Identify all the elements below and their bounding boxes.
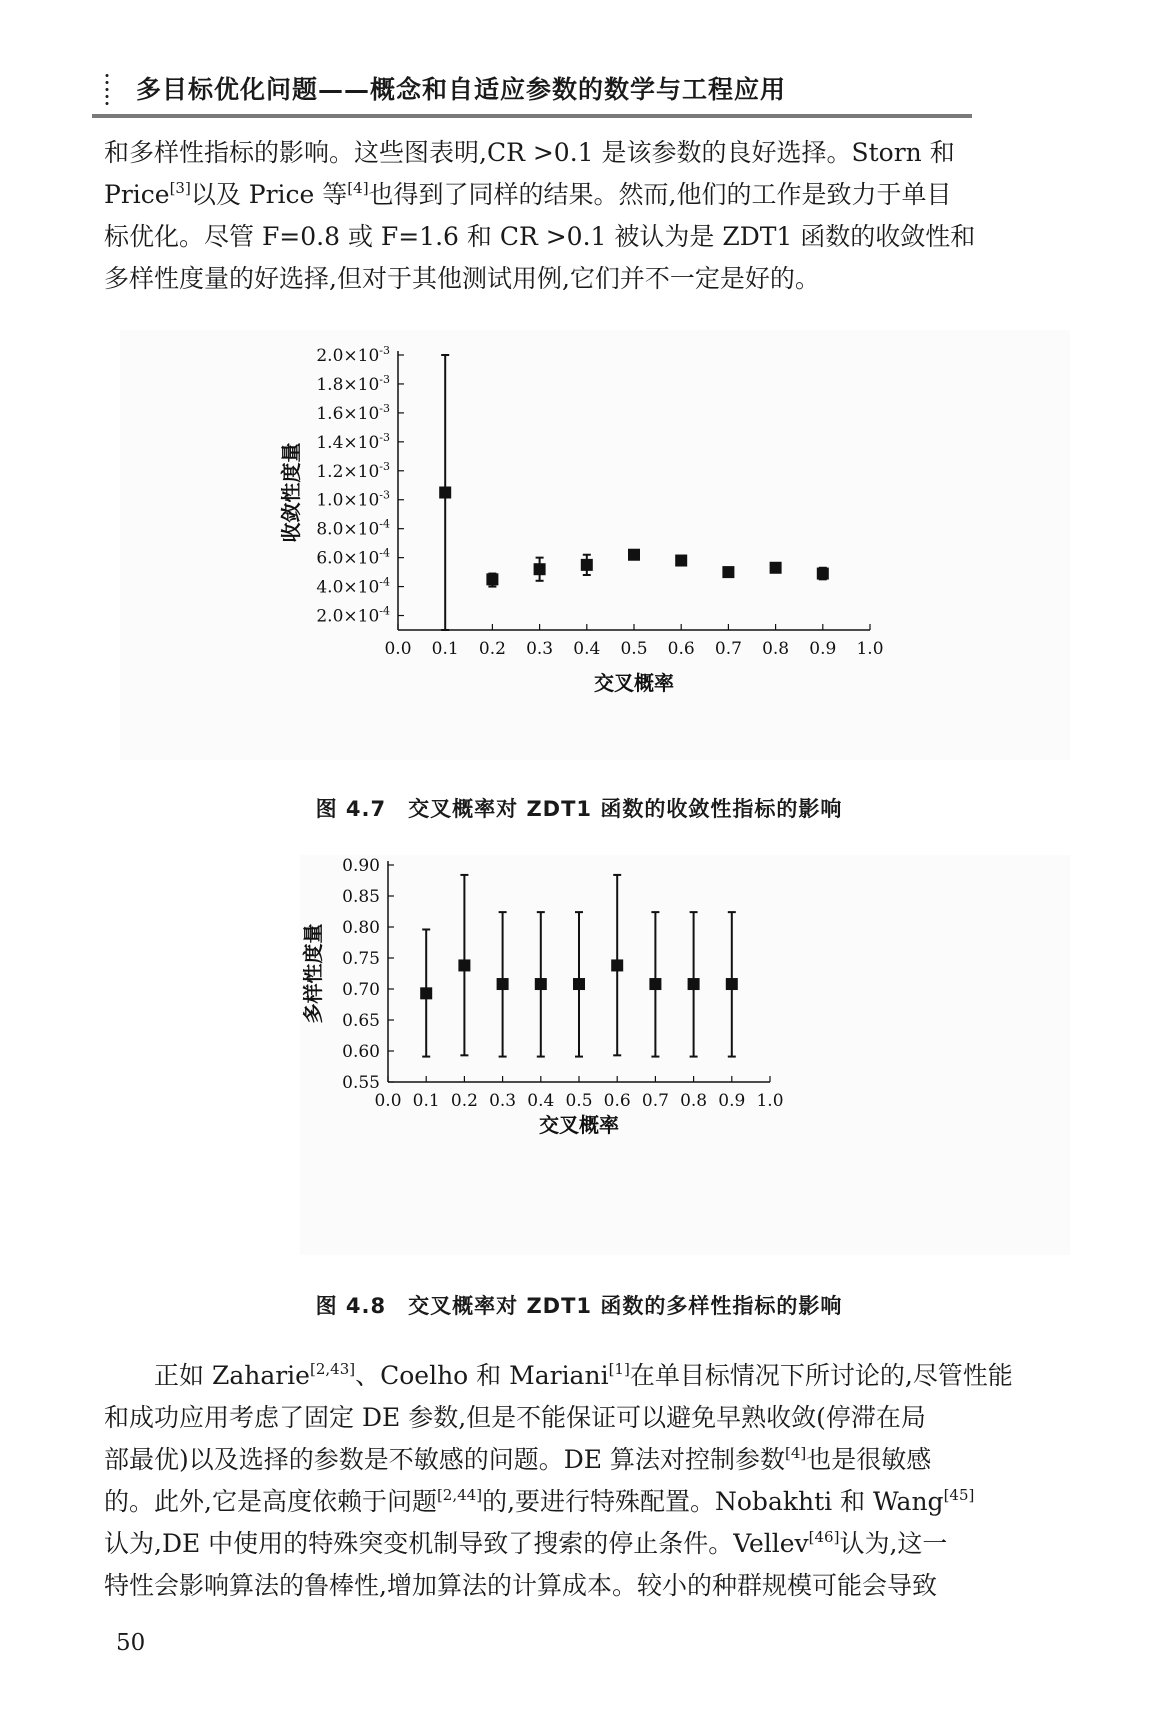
citation-ref: [4] — [785, 1444, 807, 1462]
x-tick-label: 0.8 — [762, 639, 790, 659]
paragraph-top-line: 标优化。尽管 F=0.8 或 F=1.6 和 CR >0.1 被认为是 ZDT1 函数的收敛性和 — [104, 222, 976, 251]
x-tick-label: 0.7 — [714, 639, 742, 659]
running-header — [92, 62, 972, 118]
data-point-group — [486, 573, 498, 586]
x-tick-label: 0.9 — [809, 639, 837, 659]
x-tick-label: 1.0 — [856, 639, 884, 659]
y-tick-label: $2.0\times 10^{-4}$ — [316, 604, 390, 627]
data-point-marker — [688, 978, 700, 990]
x-tick-label: 0.1 — [412, 1091, 440, 1111]
x-axis-title: 交叉概率 — [539, 1113, 619, 1137]
figure-4-8-caption: 图 4.8 交叉概率对 ZDT1 函数的多样性指标的影响 — [315, 1294, 843, 1318]
data-point-marker — [439, 487, 451, 499]
data-point-marker — [497, 978, 509, 990]
paragraph-top — [104, 132, 1094, 300]
citation-ref: [45] — [943, 1486, 975, 1504]
data-point-group — [688, 912, 700, 1056]
x-tick-label: 0.0 — [374, 1091, 402, 1111]
x-tick-label: 0.4 — [573, 639, 601, 659]
x-tick-label: 0.2 — [450, 1091, 478, 1111]
x-tick-label: 0.0 — [384, 639, 412, 659]
y-tick-label: 0.60 — [342, 1042, 380, 1062]
figure-4-7 — [120, 330, 1070, 760]
diversity-chart — [300, 855, 1070, 1255]
paragraph-bottom-line: 认为,DE 中使用的特殊突变机制导致了搜索的停止条件。Vellev[46]认为,这一 — [104, 1528, 948, 1558]
page-number: 50 — [116, 1630, 146, 1656]
data-point-group — [628, 549, 640, 561]
figure-4-8 — [300, 855, 1070, 1255]
x-tick-label: 0.3 — [489, 1091, 517, 1111]
data-point-group — [675, 555, 687, 567]
data-point-group — [573, 912, 585, 1056]
paragraph-bottom-line: 特性会影响算法的鲁棒性,增加算法的计算成本。较小的种群规模可能会导致 — [104, 1571, 937, 1600]
x-tick-label: 0.3 — [526, 639, 554, 659]
x-tick-label: 0.4 — [527, 1091, 555, 1111]
data-point-group — [535, 912, 547, 1056]
y-axis-title: 多样性度量 — [301, 923, 325, 1024]
data-point-marker — [726, 978, 738, 990]
data-point-group — [497, 912, 509, 1056]
data-point-marker — [611, 959, 623, 971]
x-tick-label: 0.5 — [620, 639, 648, 659]
data-point-group — [770, 562, 782, 574]
y-tick-label: 0.70 — [342, 980, 380, 1000]
y-tick-label: $4.0\times 10^{-4}$ — [316, 575, 390, 598]
data-point-group — [722, 566, 734, 578]
x-axis-title: 交叉概率 — [594, 671, 674, 695]
data-point-marker — [722, 566, 734, 578]
y-tick-label: $1.8\times 10^{-3}$ — [316, 372, 390, 395]
x-tick-label: 0.1 — [431, 639, 459, 659]
y-tick-label: $2.0\times 10^{-3}$ — [316, 344, 390, 366]
citation-ref: [1] — [608, 1360, 630, 1378]
citation-ref: [4] — [347, 179, 369, 197]
x-tick-label: 1.0 — [756, 1091, 784, 1111]
x-tick-label: 0.6 — [667, 639, 695, 659]
x-tick-label: 0.6 — [603, 1091, 631, 1111]
header-dots-decoration — [104, 72, 110, 108]
paragraph-bottom-line: 和成功应用考虑了固定 DE 参数,但是不能保证可以避免早熟收敛(停滞在局 — [104, 1403, 926, 1432]
x-tick-label: 0.8 — [680, 1091, 708, 1111]
paragraph-bottom-line: 部最优)以及选择的参数是不敏感的问题。DE 算法对控制参数[4]也是很敏感 — [104, 1444, 932, 1474]
y-tick-label: $1.0\times 10^{-3}$ — [316, 488, 390, 511]
data-point-marker — [649, 978, 661, 990]
citation-ref: [3] — [169, 179, 191, 197]
data-point-marker — [675, 555, 687, 567]
paragraph-bottom-line: 的。此外,它是高度依赖于问题[2,44]的,要进行特殊配置。Nobakhti 和 Wang[45] — [104, 1486, 975, 1516]
data-point-group — [439, 355, 451, 630]
data-point-marker — [534, 563, 546, 575]
citation-ref: [2,44] — [436, 1486, 483, 1504]
data-point-marker — [770, 562, 782, 574]
header-title: 多目标优化问题——概念和自适应参数的数学与工程应用 — [136, 75, 787, 104]
y-tick-label: $1.2\times 10^{-3}$ — [316, 459, 390, 482]
citation-ref: [2,43] — [309, 1360, 356, 1378]
x-tick-label: 0.9 — [718, 1091, 746, 1111]
y-tick-label: 0.75 — [342, 949, 380, 969]
data-point-marker — [581, 559, 593, 571]
convergence-chart — [120, 330, 1070, 760]
data-point-marker — [817, 568, 829, 580]
data-point-marker — [573, 978, 585, 990]
data-point-group — [581, 555, 593, 575]
y-tick-label: $8.0\times 10^{-4}$ — [316, 517, 390, 540]
data-point-group — [420, 929, 432, 1056]
data-point-marker — [458, 959, 470, 971]
paragraph-bottom-line: 正如 Zaharie[2,43]、Coelho 和 Mariani[1]在单目标情况下所讨论的,尽管性能 — [154, 1360, 1013, 1390]
y-tick-label: 0.80 — [342, 918, 380, 938]
paragraph-bottom — [104, 1355, 1094, 1607]
data-point-group — [611, 875, 623, 1055]
data-point-group — [817, 568, 829, 580]
paragraph-top-line: 多样性度量的好选择,但对于其他测试用例,它们并不一定是好的。 — [104, 264, 820, 293]
data-point-marker — [420, 987, 432, 999]
data-point-marker — [628, 549, 640, 561]
citation-ref: [46] — [808, 1528, 840, 1546]
y-tick-label: $6.0\times 10^{-4}$ — [316, 546, 390, 569]
paragraph-top-line: 和多样性指标的影响。这些图表明,CR >0.1 是该参数的良好选择。Storn 和 — [104, 138, 955, 167]
data-point-group — [534, 558, 546, 581]
y-axis-title: 收敛性度量 — [279, 442, 303, 543]
x-tick-label: 0.2 — [478, 639, 506, 659]
data-point-marker — [535, 978, 547, 990]
paragraph-top-line: Price[3]以及 Price 等[4]也得到了同样的结果。然而,他们的工作是致力于单目 — [104, 179, 952, 209]
data-point-group — [649, 912, 661, 1056]
figure-4-7-caption: 图 4.7 交叉概率对 ZDT1 函数的收敛性指标的影响 — [315, 797, 843, 821]
y-tick-label: 0.55 — [342, 1073, 380, 1093]
y-tick-label: $1.4\times 10^{-3}$ — [316, 430, 390, 453]
y-tick-label: 0.65 — [342, 1011, 380, 1031]
data-point-marker — [486, 573, 498, 585]
x-tick-label: 0.7 — [641, 1091, 669, 1111]
y-tick-label: $1.6\times 10^{-3}$ — [316, 401, 390, 424]
data-point-group — [726, 912, 738, 1056]
y-tick-label: 0.85 — [342, 887, 380, 907]
x-tick-label: 0.5 — [565, 1091, 593, 1111]
data-point-group — [458, 875, 470, 1055]
y-tick-label: 0.90 — [342, 856, 380, 876]
